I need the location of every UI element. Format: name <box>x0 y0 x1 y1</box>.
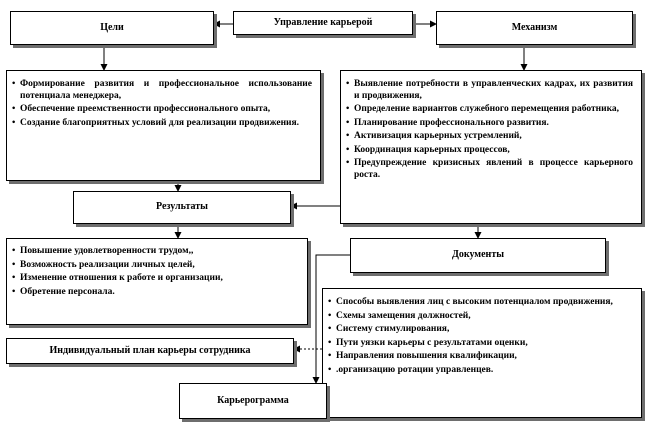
goals-title: Цели <box>100 21 124 33</box>
documents-list-box <box>322 288 642 418</box>
goals-item: • Обеспечение преемственности профессионального опыта, <box>12 104 312 116</box>
results-title: Результаты <box>156 201 208 213</box>
mechanism-item: • Выявление потребности в управленческих кадрах, их развития и продвижения, <box>346 79 633 102</box>
documents-item: • .организацию ротации управленцев. <box>328 365 633 377</box>
goals-item: • Формирование развития и профессиональное использование потенциала менеджера, <box>12 79 312 102</box>
documents-item: • Систему стимулирования, <box>328 324 633 336</box>
documents-item: • Способы выявления лиц с высоким потенциалом продвижения, <box>328 297 633 309</box>
documents-item: • Направления повышения квалификации, <box>328 351 633 363</box>
results-item: • Повышение удовлетворенности трудом,, <box>12 246 299 258</box>
career-management-box <box>233 11 413 35</box>
goals-item: • Создание благоприятных условий для реализации продвижения. <box>12 118 312 130</box>
goals-box <box>10 11 214 45</box>
documents-item: • Схемы замещения должностей, <box>328 311 633 323</box>
individual-plan-box <box>6 338 294 364</box>
results-box <box>73 191 291 224</box>
documents-title: Документы <box>451 249 505 261</box>
mechanism-item: • Координация карьерных процессов, <box>346 145 633 157</box>
results-item: • Возможность реализации личных целей, <box>12 260 299 272</box>
results-item: • Обретение персонала. <box>12 287 299 299</box>
goals-list-box <box>6 70 321 181</box>
documents-box <box>350 238 606 273</box>
careergram-box <box>179 383 327 419</box>
mechanism-item: • Предупреждение кризисных явлений в процессе карьерного роста. <box>346 158 633 181</box>
results-list-box <box>6 238 308 325</box>
mechanism-item: • Планирование профессионального развития. <box>346 118 633 130</box>
careergram-title: Карьерограмма <box>217 394 289 406</box>
mechanism-item: • Активизация карьерных устремлений, <box>346 131 633 143</box>
individual-plan-title: Индивидуальный план карьеры сотрудника <box>49 344 251 356</box>
documents-item: • Пути уязки карьеры с результатами оценки, <box>328 338 633 350</box>
mechanism-box <box>436 11 633 45</box>
career-management-title: Управление карьерой <box>273 16 373 28</box>
mechanism-list-box <box>340 70 642 224</box>
mechanism-title: Механизм <box>511 21 558 33</box>
mechanism-item: • Определение вариантов служебного перемещения работника, <box>346 104 633 116</box>
results-item: • Изменение отношения к работе и организации, <box>12 273 299 285</box>
